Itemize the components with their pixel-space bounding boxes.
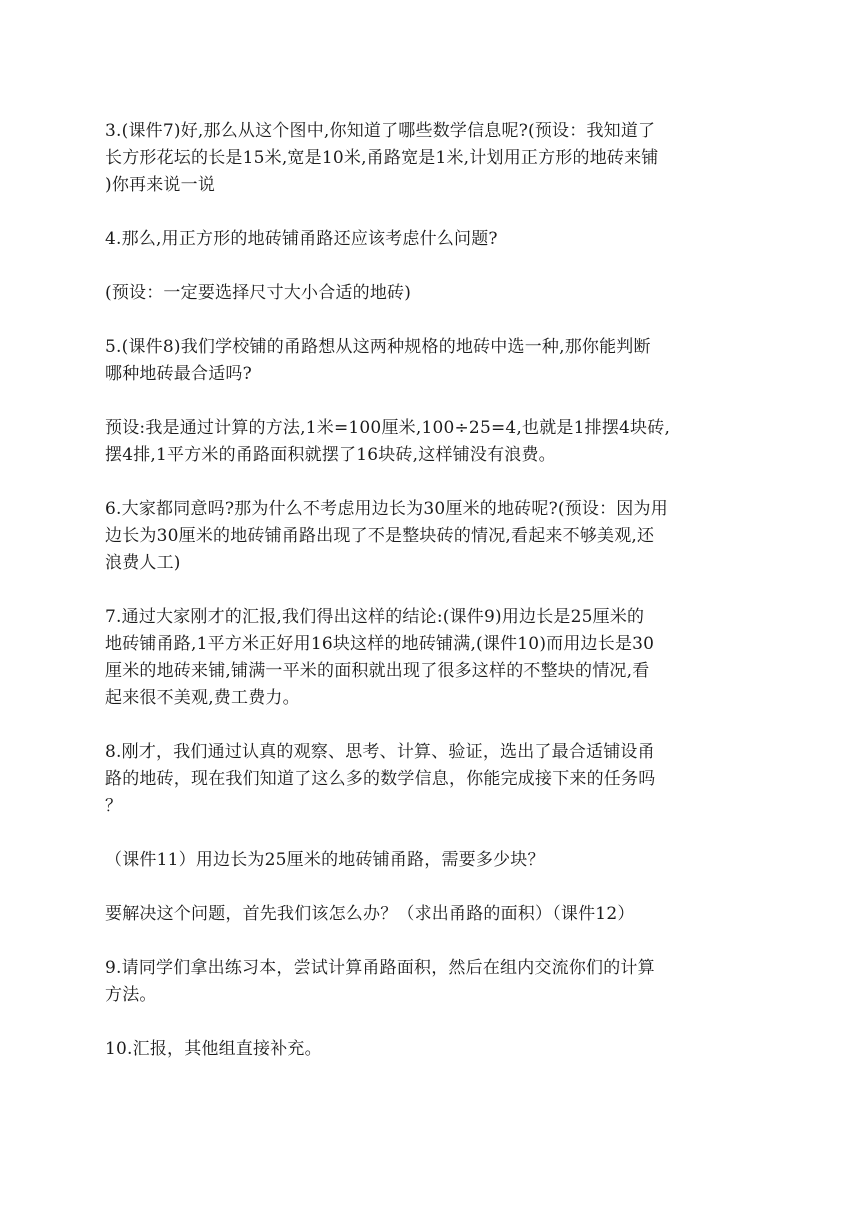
paragraph-5: 5.(课件8)我们学校铺的甬路想从这两种规格的地砖中选一种,那你能判断 哪种地砖最合适吗?: [105, 337, 651, 384]
paragraph-8-question: 要解决这个问题，首先我们该怎么办？（求出甬路的面积）（课件12）: [105, 904, 635, 924]
paragraph-10: 10.汇报，其他组直接补充。: [105, 1039, 322, 1059]
document-page: [105, 118, 760, 1090]
paragraph-6: 6.大家都同意吗?那为什么不考虑用边长为30厘米的地砖呢?(预设：因为用 边长为30厘米的地砖铺甬路出现了不是整块砖的情况,看起来不够美观,还 浪费人工): [105, 499, 668, 573]
paragraph-8: 8.刚才，我们通过认真的观察、思考、计算、验证，选出了最合适铺设甬 路的地砖，现在我们知道了这么多的数学信息，你能完成接下来的任务吗 ？: [105, 742, 656, 816]
paragraph-3: 3.(课件7)好,那么从这个图中,你知道了哪些数学信息呢?(预设：我知道了 长方形花坛的长是15米,宽是10米,甬路宽是1米,计划用正方形的地砖来铺 )你再来说一说: [105, 121, 659, 195]
paragraph-7: 7.通过大家刚才的汇报,我们得出这样的结论:(课件9)用边长是25厘米的 地砖铺甬路,1平方米正好用16块这样的地砖铺满,(课件10)而用边长是30 厘米的地砖来铺,铺满一平米的面积就出现了很多这样的不整块的情况,看 起来很不美观,费工费力。: [105, 607, 655, 708]
paragraph-4-preset: (预设：一定要选择尺寸大小合适的地砖): [105, 283, 412, 303]
paragraph-8-task: （课件11）用边长为25厘米的地砖铺甬路，需要多少块？: [105, 850, 545, 870]
paragraph-5-preset: 预设:我是通过计算的方法,1米=100厘米,100÷25=4,也就是1排摆4块砖, 摆4排,1平方米的甬路面积就摆了16块砖,这样铺没有浪费。: [105, 418, 671, 465]
paragraph-4: 4.那么,用正方形的地砖铺甬路还应该考虑什么问题?: [105, 229, 498, 249]
paragraph-9: 9.请同学们拿出练习本，尝试计算甬路面积，然后在组内交流你们的计算 方法。: [105, 958, 655, 1005]
